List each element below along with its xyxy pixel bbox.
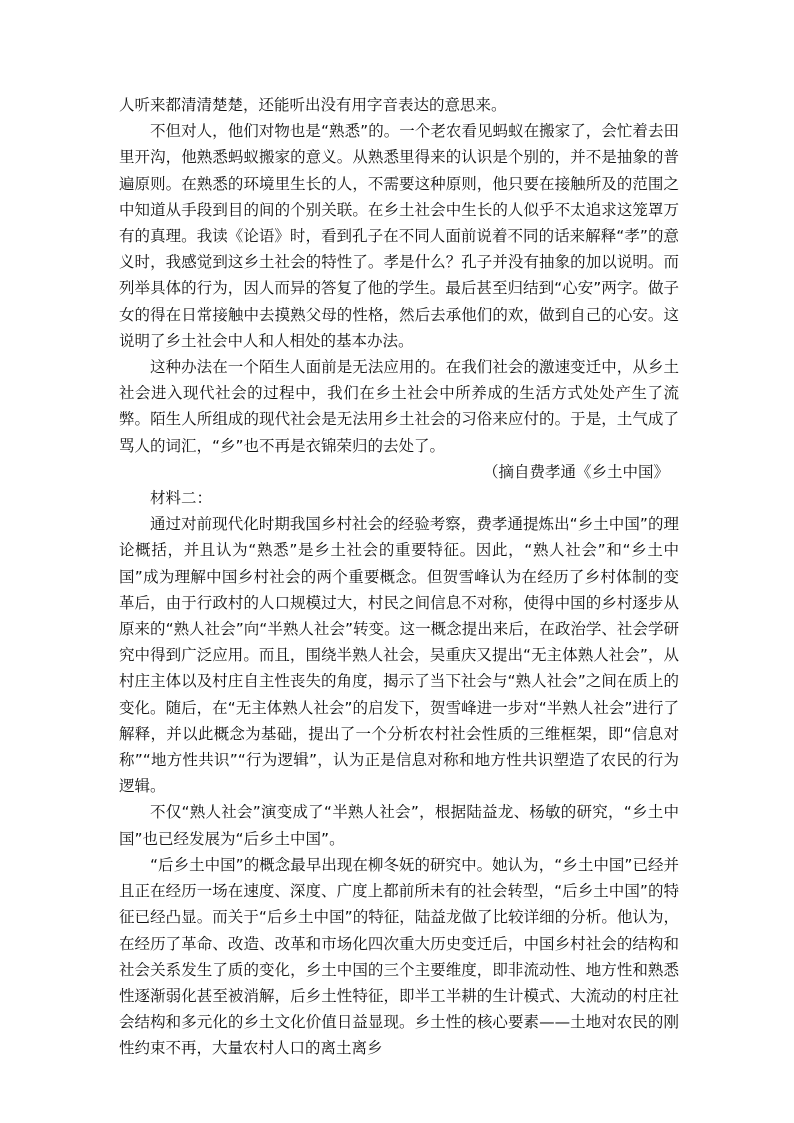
document-page: [119, 92, 679, 1062]
paragraph: 不仅“熟人社会”演变成了“半熟人社会”，根据陆益龙、杨敏的研究，“乡土中国”也已经发展为“后乡土中国”。: [119, 803, 679, 848]
source-citation: （摘自费孝通《乡土中国》: [482, 462, 669, 481]
paragraph-continued: 人听来都清清楚楚，还能听出没有用字音表达的意思来。: [119, 96, 507, 114]
material-label: 材料二：: [150, 489, 213, 508]
paragraph: 通过对前现代化时期我国乡村社会的经验考察，费孝通提炼出“乡土中国”的理论概括，并且认为“熟悉”是乡土社会的重要特征。因此，“熟人社会”和“乡土中国”成为理解中国乡村社会的两个重要概念。但贺雪峰认为在经历了乡村体制的变革后，由于行政村的人口规模过大，村民之间信息不对称，使得中国的乡村逐步从原来的“熟人社会”向“半熟人社会”转变。这一概念提出来后，在政治学、社会学研究中得到广泛应用。而且，围绕半熟人社会，吴重庆又提出“无主体熟人社会”，从村庄主体以及村庄自主性丧失的角度，揭示了当下社会与“熟人社会”之间在质上的变化。随后，在“无主体熟人社会”的启发下，贺雪峰进一步对“半熟人社会”进行了解释，并以此概念为基础，提出了一个分析农村社会性质的三维框架，即“信息对称”“地方性共识”“行为逻辑”，认为正是信息对称和地方性共识塑造了农民的行为逻辑。: [119, 515, 679, 796]
paragraph: “后乡土中国”的概念最早出现在柳冬妩的研究中。她认为，“乡土中国”已经并且正在经历一场在速度、深度、广度上都前所未有的社会转型，“后乡土中国”的特征已经凸显。而关于“后乡土中国”的特征，陆益龙做了比较详细的分析。他认为，在经历了革命、改造、改革和市场化四次重大历史变迁后，中国乡村社会的结构和社会关系发生了质的变化，乡土中国的三个主要维度，即非流动性、地方性和熟悉性逐渐弱化甚至被消解，后乡土性特征，即半工半耕的生计模式、大流动的村庄社会结构和多元化的乡土文化价值日益显现。乡土性的核心要素——土地对农民的刚性约束不再，大量农村人口的离土离乡: [119, 855, 679, 1058]
paragraph: 不但对人，他们对物也是“熟悉”的。一个老农看见蚂蚁在搬家了，会忙着去田里开沟，他熟悉蚂蚁搬家的意义。从熟悉里得来的认识是个别的，并不是抽象的普遍原则。在熟悉的环境里生长的人，不需要这种原则，他只要在接触所及的范围之中知道从手段到目的间的个别关联。在乡土社会中生长的人似乎不太追求这笼罩万有的真理。我读《论语》时，看到孔子在不同人面前说着不同的话来解释“孝”的意义时，我感觉到这乡土社会的特性了。孝是什么？孔子并没有抽象的加以说明。而列举具体的行为，因人而异的答复了他的学生。最后甚至归结到“心安”两字。做子女的得在日常接触中去摸熟父母的性格，然后去承他们的欢，做到自己的心安。这说明了乡土社会中人和人相处的基本办法。: [119, 122, 679, 350]
paragraph: 这种办法在一个陌生人面前是无法应用的。在我们社会的激速变迁中，从乡土社会进入现代社会的过程中，我们在乡土社会中所养成的生活方式处处产生了流弊。陌生人所组成的现代社会是无法用乡土社会的习俗来应付的。于是，土气成了骂人的词汇，“乡”也不再是衣锦荣归的去处了。: [119, 358, 679, 455]
